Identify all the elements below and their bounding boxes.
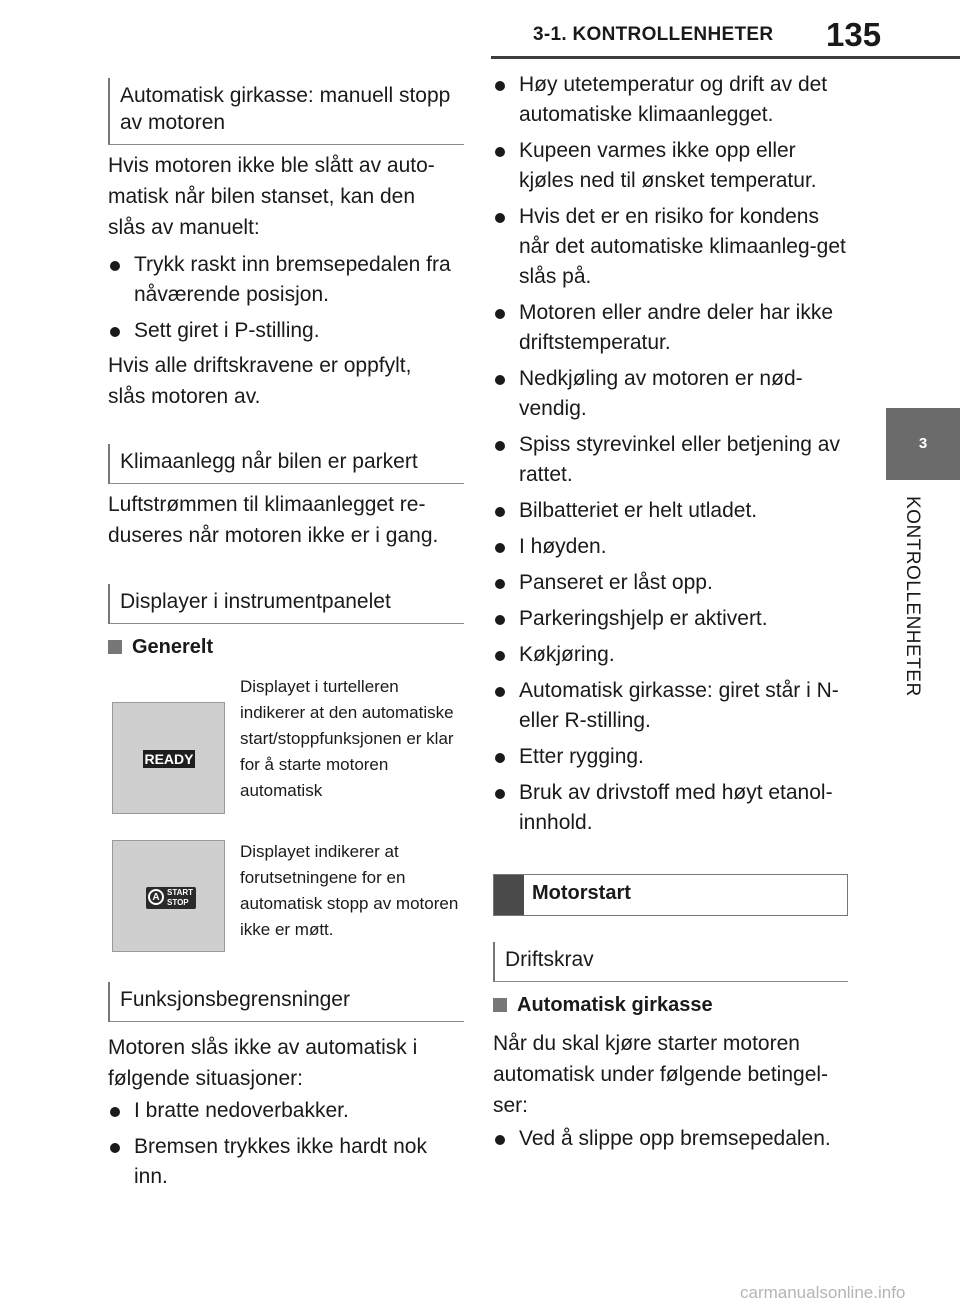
ready-caption: Displayet i turtelleren indikerer at den automatiske start/stoppfunksjonen er klar for å starte motoren automatisk bbox=[240, 677, 454, 800]
chapter-tab: 3 bbox=[886, 408, 960, 480]
list-item: Bremsen trykkes ikke hardt nok inn. bbox=[108, 1132, 464, 1192]
list-item: Ved å slippe opp bremsepedalen. bbox=[493, 1124, 848, 1154]
watermark: carmanualsonline.info bbox=[740, 1283, 906, 1302]
motorstart-heading-box bbox=[493, 874, 848, 916]
section-title: 3-1. KONTROLLENHETER bbox=[533, 24, 774, 45]
manual-stop-outro: Hvis alle driftskravene er oppfylt, slås motoren av. bbox=[108, 354, 412, 408]
list-item: Panseret er låst opp. bbox=[493, 568, 848, 598]
list-item: Høy utetemperatur og drift av det automatiske klimaanlegget. bbox=[493, 70, 848, 130]
list-item: Køkjøring. bbox=[493, 640, 848, 670]
list-item: Etter rygging. bbox=[493, 742, 848, 772]
auto-gear-list bbox=[493, 1124, 848, 1154]
header-rule bbox=[491, 56, 960, 59]
list-item: Kupeen varmes ikke opp eller kjøles ned til ønsket temperatur. bbox=[493, 136, 848, 196]
auto-gear-heading: Automatisk girkasse bbox=[493, 994, 848, 1017]
list-item: Parkeringshjelp er aktivert. bbox=[493, 604, 848, 634]
ready-badge: READY bbox=[144, 751, 194, 767]
climate-text: Luftstrømmen til klimaanlegget re-duseres når motoren ikke er i gang. bbox=[108, 493, 439, 547]
list-item: Bruk av drivstoff med høyt etanol-innhold. bbox=[493, 778, 848, 838]
list-item: Spiss styrevinkel eller betjening av rattet. bbox=[493, 430, 848, 490]
start-stop-caption: Displayet indikerer at forutsetningene for en automatisk stopp av motoren ikke er møtt. bbox=[240, 842, 459, 939]
manual-stop-list bbox=[108, 250, 464, 346]
limits-list-continued bbox=[493, 70, 848, 838]
list-item: Trykk raskt inn bremsepedalen fra nåværende posisjon. bbox=[108, 250, 464, 310]
square-marker-icon bbox=[108, 640, 122, 654]
list-item: Hvis det er en risiko for kondens når det automatiske klimaanleg-get slås på. bbox=[493, 202, 848, 292]
heading-displays: Displayer i instrumentpanelet bbox=[108, 584, 464, 624]
list-item: I høyden. bbox=[493, 532, 848, 562]
chapter-label bbox=[893, 496, 933, 736]
stop-label: STOP bbox=[167, 898, 189, 907]
list-item: Sett giret i P-stilling. bbox=[108, 316, 464, 346]
motorstart-heading: Motorstart bbox=[532, 882, 631, 904]
list-item: Motoren eller andre deler har ikke driftstemperatur. bbox=[493, 298, 848, 358]
heading-manual-stop: Automatisk girkasse: manuell stopp av motoren bbox=[108, 78, 464, 145]
chapter-label-text: KONTROLLENHETER bbox=[902, 496, 923, 697]
square-marker-icon bbox=[493, 998, 507, 1012]
heading-driftskrav: Driftskrav bbox=[493, 942, 848, 982]
start-label: START bbox=[167, 888, 194, 897]
start-stop-indicator-image bbox=[112, 840, 225, 952]
limits-list bbox=[108, 1096, 464, 1192]
list-item: I bratte nedoverbakker. bbox=[108, 1096, 464, 1126]
heading-bar bbox=[494, 875, 524, 915]
general-heading: Generelt bbox=[108, 636, 464, 659]
list-item: Nedkjøling av motoren er nød-vendig. bbox=[493, 364, 848, 424]
list-item: Automatisk girkasse: giret står i N- eller R-stilling. bbox=[493, 676, 848, 736]
auto-a-icon: A bbox=[148, 889, 164, 905]
manual-stop-intro: Hvis motoren ikke ble slått av auto-matisk når bilen stanset, kan den slås av manuelt: bbox=[108, 154, 435, 239]
auto-gear-intro: Når du skal kjøre starter motoren automatisk under følgende betingel-ser: bbox=[493, 1032, 829, 1117]
start-stop-badge bbox=[146, 887, 196, 909]
limits-intro: Motoren slås ikke av automatisk i følgende situasjoner: bbox=[108, 1036, 418, 1090]
heading-limits: Funksjonsbegrensninger bbox=[108, 982, 464, 1022]
ready-indicator-image bbox=[112, 702, 225, 814]
heading-climate: Klimaanlegg når bilen er parkert bbox=[108, 444, 464, 484]
page-number: 135 bbox=[826, 16, 882, 53]
list-item: Bilbatteriet er helt utladet. bbox=[493, 496, 848, 526]
